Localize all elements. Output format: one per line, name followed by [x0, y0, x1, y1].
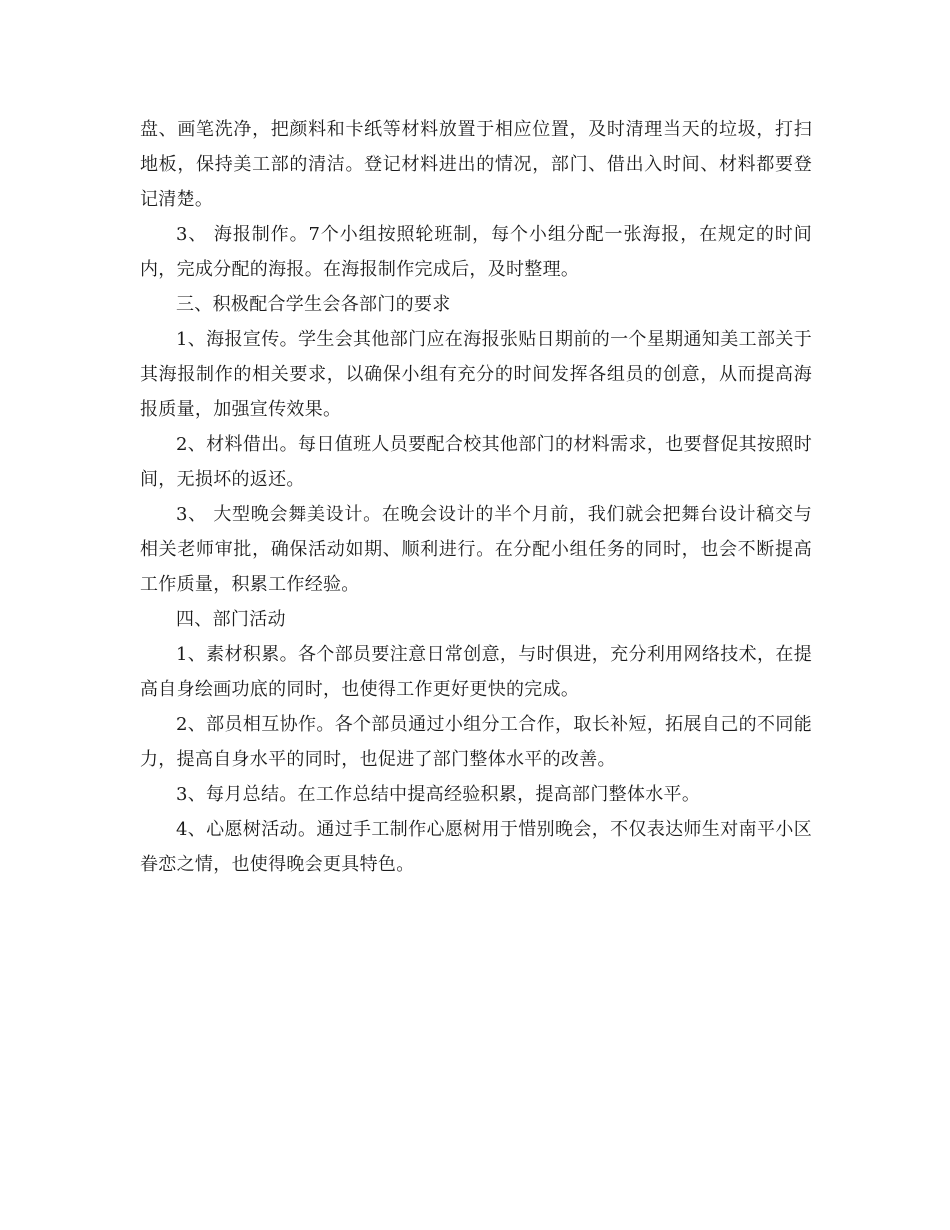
paragraph-poster-production: 3、 海报制作。7个小组按照轮班制，每个小组分配一张海报，在规定的时间内，完成分配的海报。在海报制作完成后，及时整理。 [140, 224, 812, 280]
paragraph-monthly-summary: 3、每月总结。在工作总结中提高经验积累，提高部门整体水平。 [176, 784, 701, 805]
paragraph-material-accumulation: 1、素材积累。各个部员要注意日常创意，与时俱进，充分利用网络技术，在提高自身绘画功底的同时，也使得工作更好更快的完成。 [140, 644, 812, 700]
paragraph-collaboration: 2、部员相互协作。各个部员通过小组分工合作，取长补短，拓展自己的不同能力，提高自身水平的同时，也促进了部门整体水平的改善。 [140, 714, 812, 770]
paragraph-wish-tree: 4、心愿树活动。通过手工制作心愿树用于惜别晚会，不仅表达师生对南平小区眷恋之情，也使得晚会更具特色。 [140, 819, 812, 875]
section-heading-activities: 四、部门活动 [176, 609, 286, 630]
paragraph-poster-promotion: 1、海报宣传。学生会其他部门应在海报张贴日期前的一个星期通知美工部关于其海报制作的相关要求，以确保小组有充分的时间发挥各组员的创意，从而提高海报质量，加强宣传效果。 [140, 329, 812, 420]
paragraph-continuation: 盘、画笔洗净，把颜料和卡纸等材料放置于相应位置，及时清理当天的垃圾，打扫地板，保持美工部的清洁。登记材料进出的情况，部门、借出入时间、材料都要登记清楚。 [140, 119, 812, 210]
paragraph-material-lending: 2、材料借出。每日值班人员要配合校其他部门的材料需求，也要督促其按照时间，无损坏的返还。 [140, 434, 812, 490]
section-heading-cooperation: 三、积极配合学生会各部门的要求 [176, 294, 451, 315]
paragraph-stage-design: 3、 大型晚会舞美设计。在晚会设计的半个月前，我们就会把舞台设计稿交与相关老师审批，确保活动如期、顺利进行。在分配小组任务的同时，也会不断提高工作质量，积累工作经验。 [140, 504, 812, 595]
document-body [140, 112, 812, 882]
